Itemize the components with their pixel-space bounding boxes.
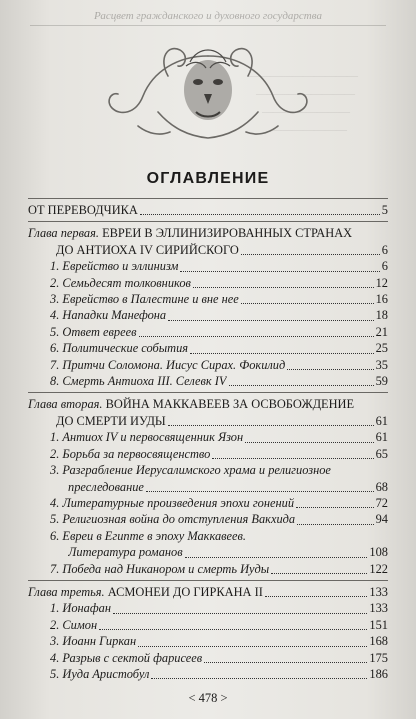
bleed-through-text: —————————— [248,70,358,82]
toc-item[interactable] [28,633,388,649]
leader-dots [180,271,379,272]
toc-item-cont[interactable] [28,544,388,560]
toc-item-text: 1. Антиох IV и первосвященник Язон [50,430,244,445]
leader-dots [193,287,374,288]
toc-page-number: 12 [375,275,388,290]
toc-item-text-cont: Литература романов [68,545,183,560]
toc-page-number: 35 [375,357,388,372]
toc-page-number: 6 [381,242,388,257]
toc-item-text: 4. Нападки Манефона [50,308,167,323]
toc-item[interactable] [28,561,388,577]
toc-item[interactable] [28,357,388,373]
toc-item-text: 5. Ответ евреев [50,324,137,339]
divider [28,221,388,222]
bleed-through-text: ————————— [256,88,355,100]
divider [28,392,388,393]
toc-item[interactable] [28,511,388,527]
leader-dots [168,320,373,321]
toc-item[interactable] [28,666,388,682]
leader-dots [241,254,380,255]
toc-page-number: 21 [375,324,388,339]
toc-item[interactable] [28,429,388,445]
chapter-title: ЕВРЕИ В ЭЛЛИНИЗИРОВАННЫХ СТРАНАХ [102,226,353,241]
toc-item[interactable] [28,617,388,633]
toc-page-number: 133 [369,601,388,616]
toc-page-number: 133 [369,584,388,599]
chapter-heading-cont[interactable] [28,242,388,258]
toc-page-number: 18 [375,308,388,323]
toc-item-text: 2. Семьдесят толковников [50,275,191,290]
leader-dots [185,557,368,558]
toc-item-text: 5. Религиозная война до отступления Вакхида [50,512,296,527]
toc-page-number: 61 [375,413,388,428]
chapter-title: ВОЙНА МАККАВЕЕВ ЗА ОСВОБОЖДЕНИЕ [105,397,355,412]
toc-item[interactable] [28,275,388,291]
toc-item-text: 1. Ионафан [50,601,112,616]
toc-item[interactable] [28,373,388,389]
toc-item-text-cont: преследование [68,479,144,494]
toc-item-text: 2. Симон [50,617,98,632]
toc-item[interactable] [28,307,388,323]
leader-dots [138,646,367,647]
toc-item[interactable] [28,650,388,666]
leader-dots [140,214,380,215]
leader-dots [139,336,374,337]
chapter-title-cont: ДО АНТИОХА IV СИРИЙСКОГО [56,242,239,257]
toc-page-number: 72 [375,495,388,510]
toc-item-text: 8. Смерть Антиоха III. Селевк IV [50,374,227,389]
toc-entry-translator[interactable] [28,202,388,218]
toc-item[interactable] [28,324,388,340]
toc-item[interactable] [28,258,388,274]
toc-item-cont[interactable] [28,479,388,495]
toc-page-number: 175 [369,650,388,665]
toc-item-text: 7. Притчи Соломона. Иисус Сирах. Фокилид [50,357,286,372]
chapter-heading[interactable] [28,396,388,412]
toc-item-text: 3. Иоанн Гиркан [50,634,137,649]
chapter-label: Глава третья. [28,584,105,599]
toc-page-number: 65 [375,446,388,461]
leader-dots [287,369,373,370]
toc-page-number: 108 [369,545,388,560]
page-title: ОГЛАВЛЕНИЕ [146,170,270,187]
divider [28,580,388,581]
leader-dots [271,573,367,574]
leader-dots [168,425,374,426]
toc-item[interactable] [28,528,388,544]
toc-item[interactable] [28,462,388,478]
toc-item[interactable] [28,446,388,462]
leader-dots [204,662,367,663]
leader-dots [99,629,367,630]
mask-ornament-icon [98,16,318,146]
toc-item-text: 5. Иуда Аристобул [50,666,150,681]
leader-dots [113,613,367,614]
toc-page-number: 6 [381,259,388,274]
leader-dots [229,385,374,386]
leader-dots [151,678,367,679]
page-number: < 478 > [188,691,228,705]
leader-dots [297,524,374,525]
toc-page-number: 122 [369,561,388,576]
toc-item-text: 7. Победа над Никанором и смерть Иуды [50,561,270,576]
toc-page-number: 168 [369,634,388,649]
toc-page-number: 94 [375,512,388,527]
bleed-through-text: ——————— [270,124,347,136]
leader-dots [296,507,374,508]
toc-item-text: 3. Еврейство в Палестине и вне нее [50,292,239,307]
chapter-title: АСМОНЕИ ДО ГИРКАНА II [107,584,263,599]
bleed-through-text: ———————— [262,106,350,118]
toc-item-text: 3. Разграбление Иерусалимского храма и религиозное [50,463,331,478]
toc-item[interactable] [28,600,388,616]
leader-dots [241,303,374,304]
divider [28,198,388,199]
toc-page-number: 59 [375,374,388,389]
toc-page-number: 186 [369,666,388,681]
chapter-heading-cont[interactable] [28,413,388,429]
toc-item-text: 4. Разрыв с сектой фарисеев [50,650,203,665]
chapter-label: Глава первая. [28,226,99,241]
toc-item-text: 2. Борьба за первосвященство [50,446,211,461]
toc-item[interactable] [28,340,388,356]
toc-page-number: 61 [375,430,388,445]
toc-page-number: 25 [375,341,388,356]
toc-item-text: 4. Литературные произведения эпохи гонений [50,495,295,510]
chapter-heading[interactable] [28,225,388,241]
toc-item[interactable] [28,291,388,307]
chapter-label: Глава вторая. [28,397,103,412]
leader-dots [245,442,373,443]
leader-dots [146,491,374,492]
chapter-title-cont: ДО СМЕРТИ ИУДЫ [56,413,166,428]
toc-page-number: 16 [375,292,388,307]
running-head: Расцвет гражданского и духовного государства [30,10,386,26]
toc-item-text: 1. Еврейство и эллинизм [50,259,179,274]
toc-item[interactable] [28,495,388,511]
toc-page-number: 5 [381,203,388,217]
table-of-contents [28,198,388,682]
toc-entry-text: ОТ ПЕРЕВОДЧИКА [28,203,138,217]
leader-dots [190,353,374,354]
toc-page-number: 68 [375,479,388,494]
toc-item-text: 6. Евреи в Египте в эпоху Маккавеев. [50,528,246,543]
toc-page-number: 151 [369,617,388,632]
chapter-heading[interactable] [28,584,388,600]
leader-dots [212,458,373,459]
toc-item-text: 6. Политические события [50,341,189,356]
leader-dots [265,596,368,597]
